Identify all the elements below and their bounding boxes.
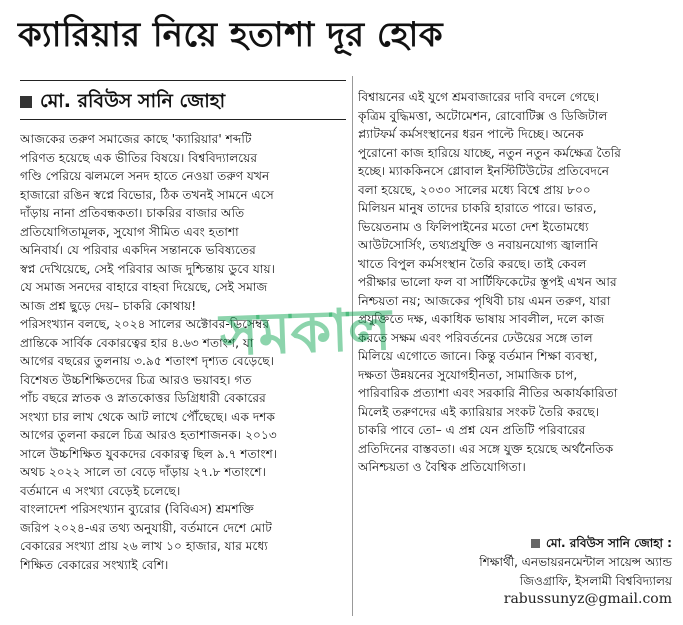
left-text-line: আজ প্রশ্ন ছুড়ে দেয়– চাকরি কোথায়!: [20, 298, 197, 313]
right-text-line: করতে সক্ষম এবং পরিবর্তনের ঢেউয়ের সঙ্গে তাল: [358, 330, 593, 345]
right-text-line: বিশ্বায়নের এই যুগে শ্রমবাজারের দাবি বদলে গেছে।: [358, 90, 600, 104]
left-text-line: পরিণত হয়েছে এক ভীতির বিষয়ে। বিশ্ববিদ্যালয়ের: [20, 150, 258, 165]
left-text-line: শিক্ষিত বেকারের সংখ্যাই বেশি।: [20, 557, 169, 572]
left-text-line: সালে উচ্চশিক্ষিত যুবকদের বেকারত্ব ছিল ৯.৭ শতাংশ।: [20, 446, 278, 461]
left-text-line: বেকারের সংখ্যা প্রায় ২৬ লাখ ১০ হাজার, যার মধ্যে: [20, 539, 268, 553]
right-text-line: মিলিয়ন মানুষ তাদের চাকরি হারাতে পারে। ভারত,: [358, 201, 597, 215]
left-text-line: গণ্ডি পেরিয়ে ঝলমলে সনদ হাতে নেওয়া তরুণ যখন: [20, 169, 270, 183]
left-text-line: স্বপ্ন দেখিয়েছে, সেই পরিবার আজ দুশ্চিন্তায় ডুবে যায়।: [20, 261, 275, 276]
right-text-line: চাকরি পাবে তো– এ প্রশ্ন যেন প্রতিটি পরিবারের: [358, 423, 586, 437]
author-info: [430, 534, 672, 591]
left-text-line: পাঁচ বছরে স্নাতক ও স্নাতকোত্তর ডিগ্রিধারী বেকারের: [20, 391, 266, 405]
right-text-line: মিলিয়ে এগোতে জানে। কিন্তু বর্তমান শিক্ষা ব্যবস্থা,: [358, 349, 598, 363]
right-text-line: খাতে বিপুল কর্মসংস্থান তৈরি করছে। তাই কেবল: [358, 256, 587, 271]
left-text-line: প্রতিযোগিতামূলক, সুযোগ সীমিত এবং হতাশা: [20, 224, 239, 239]
right-text-line: প্রযুক্তিতে দক্ষ, একাধিক ভাষায় সাবলীল, দলে কাজ: [358, 312, 605, 326]
right-text-line: দক্ষতা উন্নয়নের সুযোগহীনতা, সামাজিক চাপ,: [358, 367, 578, 382]
left-text-line: আগের বছরের তুলনায় ৩.৯৫ শতাংশ দৃশ্যত বেড়েছে।: [20, 354, 274, 368]
left-text-line: প্রান্তিকে সার্বিক বেকারত্বের হার ৪.৬৩ শতাংশ, যা: [20, 335, 254, 350]
newspaper-watermark: সমকাল: [218, 294, 393, 369]
left-text-line: আজকের তরুণ সমাজের কাছে 'ক্যারিয়ার' শব্দটি: [20, 132, 252, 146]
right-text-line: পুরোনো কাজ হারিয়ে যাচ্ছে, নতুন নতুন কর্মক্ষেত্র তৈরি: [358, 145, 621, 160]
left-text-line: সংখ্যা চার লাখ থেকে আট লাখে পৌঁছেছে। এক দশক: [20, 409, 275, 424]
left-text-line: আগের তুলনা করলে চিত্র আরও হতাশাজনক। ২০১৩: [20, 428, 277, 442]
article-right-column: [358, 88, 674, 477]
left-text-line: বাংলাদেশ পরিসংখ্যান ব্যুরোর (বিবিএস) শ্রমশক্তি: [20, 502, 254, 516]
left-text-line: জরিপ ২০২৪-এর তথ্য অনুযায়ী, বর্তমানে দেশে মোট: [20, 520, 272, 535]
right-text-line: কৃত্রিম বুদ্ধিমত্তা, অটোমেশন, রোবোটিক্স ও ডিজিটাল: [358, 108, 608, 123]
author-role-line-2: জিওগ্রাফি, ইসলামী বিশ্ববিদ্যালয়: [519, 574, 672, 588]
left-text-line: অথচ ২০২২ সালে তা বেড়ে দাঁড়ায় ২৭.৮ শতাংশে।: [20, 465, 266, 479]
right-text-line: পারিবারিক প্রত্যাশা এবং সরকারি নীতির অকার্যকারিতা: [358, 386, 618, 400]
right-text-line: পরীক্ষার ভালো ফল বা সার্টিফিকেটের স্তূপই এখন আর: [358, 275, 617, 289]
left-text-line: বর্তমানে এ সংখ্যা বেড়েই চলেছে।: [20, 483, 181, 498]
right-text-line: নিশ্চয়তা নয়; আজকের পৃথিবী চায় এমন তরুণ, যারা: [358, 293, 611, 308]
left-text-line: দাঁড়ায় নানা প্রতিবন্ধকতা। চাকরির বাজার অতি: [20, 206, 245, 220]
right-text-line: প্রতিদিনের বাস্তবতা। এর সঙ্গে যুক্ত হয়েছে অর্থনৈতিক: [358, 441, 614, 456]
byline-text: মো. রবিউস সানি জোহা: [40, 90, 226, 112]
author-email[interactable]: rabussunyz@gmail.com: [503, 591, 672, 607]
bullet-square-icon: [531, 539, 540, 548]
bullet-square-icon: [20, 96, 32, 108]
left-text-line: অনিবার্য। যে পরিবার একদিন সন্তানকে ভবিষ্যতের: [20, 243, 256, 257]
right-text-line: প্ল্যাটফর্ম কর্মসংস্থানের ধরন পাল্টে দিচ্ছে। অনেক: [358, 127, 584, 141]
right-text-line: হচ্ছে। ম্যাককিনসে গ্লোবাল ইনস্টিটিউটের প্রতিবেদনে: [358, 164, 610, 178]
author-name: মো. রবিউস সানি জোহা :: [546, 536, 672, 550]
left-text-line: হাজারো রঙিন স্বপ্নে বিভোর, ঠিক তখনই সামনে এসে: [20, 187, 274, 202]
left-text-line: যে সমাজ সনদের বাহারে বাহবা দিয়েছে, সেই সমাজ: [20, 280, 268, 294]
left-text-line: পরিসংখ্যান বলছে, ২০২৪ সালের অক্টোবর-ডিসেম্বর: [20, 317, 270, 331]
right-text-line: আউটসোর্সিং, তথ্যপ্রযুক্তি ও নবায়নযোগ্য জ্বালানি: [358, 238, 599, 252]
author-role-line-1: শিক্ষার্থী, এনভায়রনমেন্টাল সায়েন্স অ্যান্ড: [479, 555, 672, 569]
right-text-line: ভিয়েতনাম ও ফিলিপাইনের মতো দেশ ইতোমধ্যে: [358, 219, 589, 234]
right-text-line: মিলেই তরুণদের এই ক্যারিয়ার সংকট তৈরি করছে।: [358, 404, 600, 419]
right-text-line: অনিশ্চয়তা ও বৈশ্বিক প্রতিযোগিতা।: [358, 460, 526, 474]
article-headline: ক্যারিয়ার নিয়ে হতাশা দূর হোক: [18, 15, 444, 55]
right-text-line: বলা হয়েছে, ২০৩০ সালের মধ্যে বিশ্বে প্রায় ৮০০: [358, 182, 591, 197]
byline: [20, 80, 346, 120]
left-text-line: বিশেষত উচ্চশিক্ষিতদের চিত্র আরও ভয়াবহ। গত: [20, 372, 252, 387]
